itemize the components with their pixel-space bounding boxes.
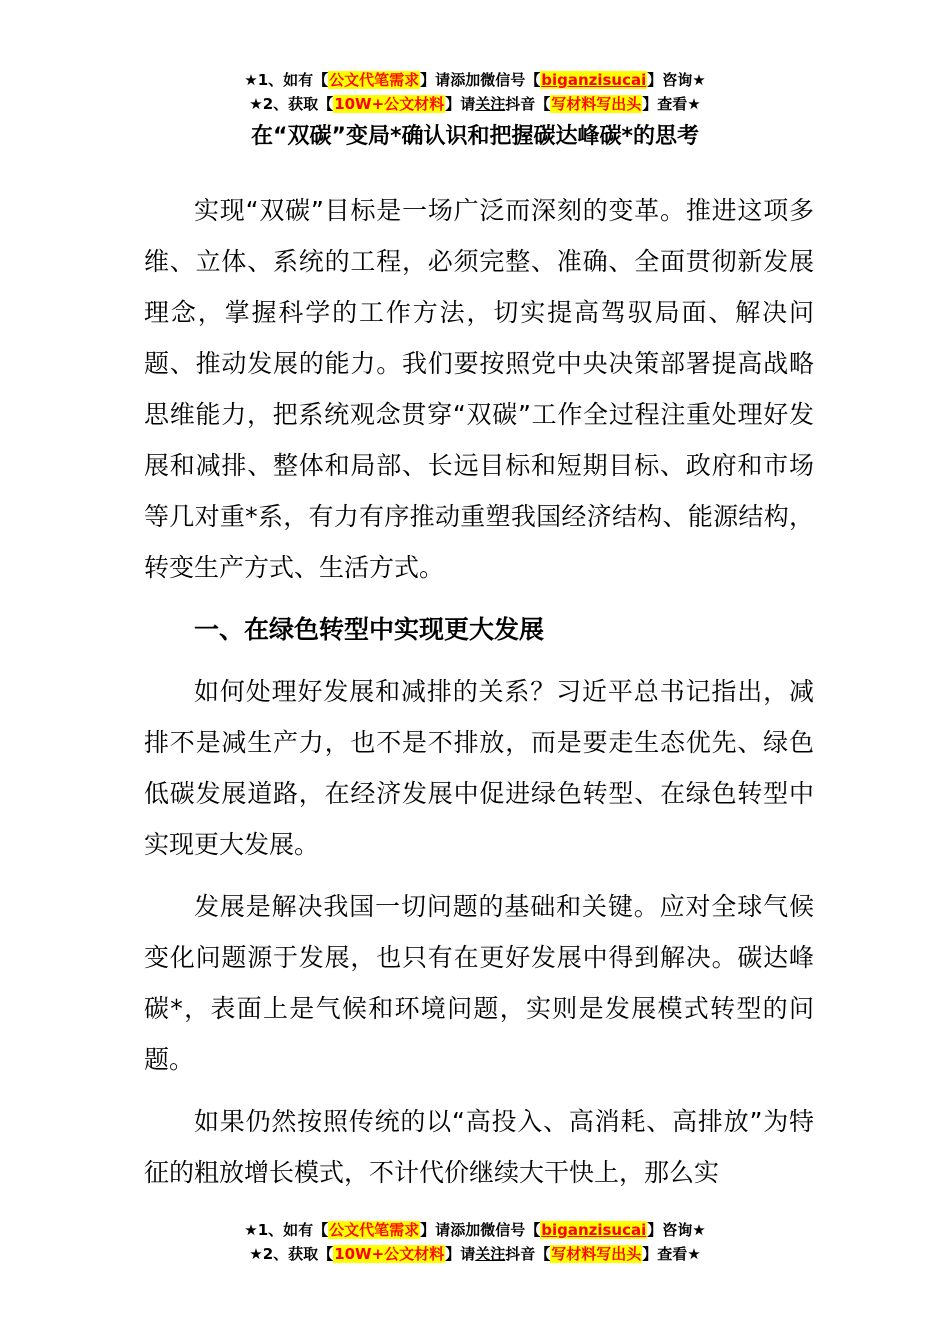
highlight-materials: 10W+公文材料 — [334, 95, 445, 113]
paragraph-intro: 实现“双碳”目标是一场广泛而深刻的变革。推进这项多维、立体、系统的工程，必须完整、准确、全面贯彻新发展理念，掌握科学的工作方法，切实提高驾驭局面、解决问题、推动发展的能力。我们要按照党中央决策部署提高战略思维能力，把系统观念贯穿“双碳”工作全过程注重处理好发展和减排、整体和局部、长远目标和短期目标、政府和市场等几对重*系，有力有序推动重塑我国经济结构、能源结构，转变生产方式、生活方式。 — [144, 196, 814, 582]
paragraph-4: 如果仍然按照传统的以“高投入、高消耗、高排放”为特征的粗放增长模式，不计代价继续大干快上，那么实 — [144, 1107, 814, 1187]
highlight-wechat-id[interactable]: biganzisucai — [541, 71, 647, 89]
highlight-wechat-id[interactable]: biganzisucai — [541, 1221, 647, 1239]
highlight-service: 公文代笔需求 — [329, 71, 420, 89]
promo-notice-bottom — [0, 1218, 950, 1266]
highlight-douyin-account[interactable]: 写材料写出头 — [551, 95, 642, 113]
promo-line-2-bottom: ★2、获取【10W+公文材料】请关注抖音【写材料写出头】查看★ — [249, 1245, 701, 1263]
promo-line-2: ★2、获取【10W+公文材料】请关注抖音【写材料写出头】查看★ — [249, 95, 701, 113]
highlight-materials: 10W+公文材料 — [334, 1245, 445, 1263]
promo-line-1: ★1、如有【公文代笔需求】请添加微信号【biganzisucai】咨询★ — [244, 71, 706, 89]
promo-line-1-bottom: ★1、如有【公文代笔需求】请添加微信号【biganzisucai】咨询★ — [244, 1221, 706, 1239]
document-title: 在“双碳”变局*确认识和把握碳达峰碳*的思考 — [251, 124, 699, 149]
highlight-douyin-account[interactable]: 写材料写出头 — [551, 1245, 642, 1263]
paragraph-3: 发展是解决我国一切问题的基础和关键。应对全球气候变化问题源于发展，也只有在更好发展中得到解决。碳达峰碳*，表面上是气候和环境问题，实则是发展模式转型的问题。 — [144, 892, 814, 1074]
highlight-service: 公文代笔需求 — [329, 1221, 420, 1239]
document-body — [144, 185, 814, 1198]
paragraph-2: 如何处理好发展和减排的关系？习近平总书记指出，减排不是减生产力，也不是不排放，而是要走生态优先、绿色低碳发展道路，在经济发展中促进绿色转型、在绿色转型中实现更大发展。 — [144, 677, 814, 859]
section-heading-1: 一、在绿色转型中实现更大发展 — [194, 615, 545, 644]
promo-notice-top — [0, 68, 950, 116]
